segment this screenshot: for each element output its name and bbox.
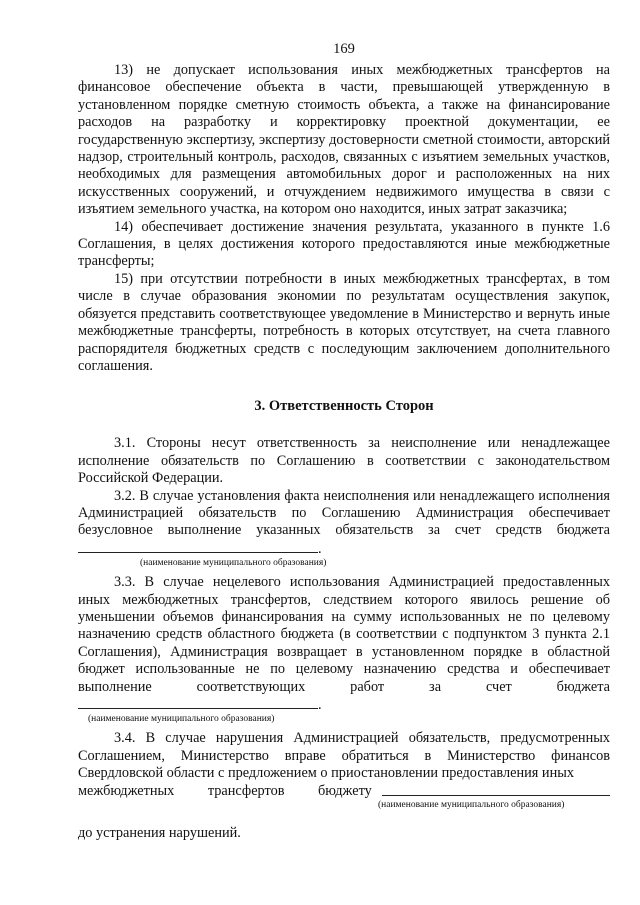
clause-3-4: 3.4. В случае нарушения Администрацией обязательств, предусмотренных Соглашением, Министерство вправе обратиться в Министерство финансов Свердловской области с предложением о приостановлении предоставления иных <box>78 730 610 782</box>
item-13: 13) не допускает использования иных межбюджетных трансфертов на финансовое обеспечение объекта в части, превышающей утвержденную в установленном порядке сметную стоимость объекта, а также на финансирование расходов на разработку и корректировку проектной документации, ее государственную экспертизу, экспертизу достоверности сметной стоимости, авторский надзор, строительный контроль, расходов, связанных с изъятием земельных участков, необходимых для размещения автомобильных дорог и расположенных на них искусственных сооружений, и отчуждением недвижимого имущества в связи с изъятием земельного участка, на котором оно находится, иных затрат заказчика; <box>78 62 610 218</box>
clause-3-4-tail: межбюджетных трансфертов бюджету <box>78 782 372 799</box>
clause-3-2-text: 3.2. В случае установления факта неисполнения или ненадлежащего исполнения Администрацией обязательств по Соглашению Администрация обеспечивает безусловное выполнение указанных обязательств за счет средств бюджета <box>78 487 610 539</box>
page-number: 169 <box>333 41 355 57</box>
fill-in-line <box>78 696 318 709</box>
clause-3-4-end: до устранения нарушений. <box>78 825 241 842</box>
clause-3-4-last-line <box>78 783 610 800</box>
fill-in-line <box>382 783 610 796</box>
clause-3-1: 3.1. Стороны несут ответственность за неисполнение или ненадлежащее исполнение обязательств по Соглашению в соответствии с законодательством Российской Федерации. <box>78 435 610 487</box>
item-14: 14) обеспечивает достижение значения результата, указанного в пункте 1.6 Соглашения, в целях достижения которого предоставляются иные межбюджетные трансферты; <box>78 218 610 270</box>
clause-3-3-text: 3.3. В случае нецелевого использования Администрацией предоставленных иных межбюджетных трансфертов, следствием которого явилось решение об уменьшении объемов финансирования на сумму использованных не по целевому назначению средств областного бюджета (в соответствии с подпунктом 3 пункта 2.1 Соглашения), Администрация возвращает в установленном порядке в областной бюджет использованные не по целевому назначению средства и обеспечивает выполнение соответствующих работ за счет бюджета <box>78 574 610 695</box>
field-caption: (наименование муниципального образования) <box>140 558 327 569</box>
clause-3-3: 3.3. В случае нецелевого использования Администрацией предоставленных иных межбюджетных трансфертов, следствием которого явилось решение об уменьшении объемов финансирования на сумму использованных не по целевому назначению средств областного бюджета (в соответствии с подпунктом 3 пункта 2.1 Соглашения), Администрация возвращает в установленном порядке в областной бюджет использованные не по целевому назначению средства и обеспечивает выполнение соответствующих работ за счет бюджета . <box>78 574 610 713</box>
field-caption: (наименование муниципального образования) <box>88 714 275 725</box>
fill-in-line <box>78 540 318 553</box>
item-15: 15) при отсутствии потребности в иных межбюджетных трансфертах, в том числе в случае образования экономии по результатам осуществления закупок, обязуется представить соответствующее уведомление в Министерство и вернуть иные межбюджетные трансферты, потребность в которых отсутствует, на счета главного распорядителя бюджетных средств с последующим заключением дополнительного соглашения. <box>78 270 610 374</box>
field-caption: (наименование муниципального образования) <box>378 800 565 811</box>
clause-3-2: 3.2. В случае установления факта неисполнения или ненадлежащего исполнения Администрацией обязательств по Соглашению Администрация обеспечивает безусловное выполнение указанных обязательств за счет средств бюджета . <box>78 487 610 557</box>
document-page <box>78 38 610 842</box>
section-heading: 3. Ответственность Сторон <box>254 398 434 415</box>
